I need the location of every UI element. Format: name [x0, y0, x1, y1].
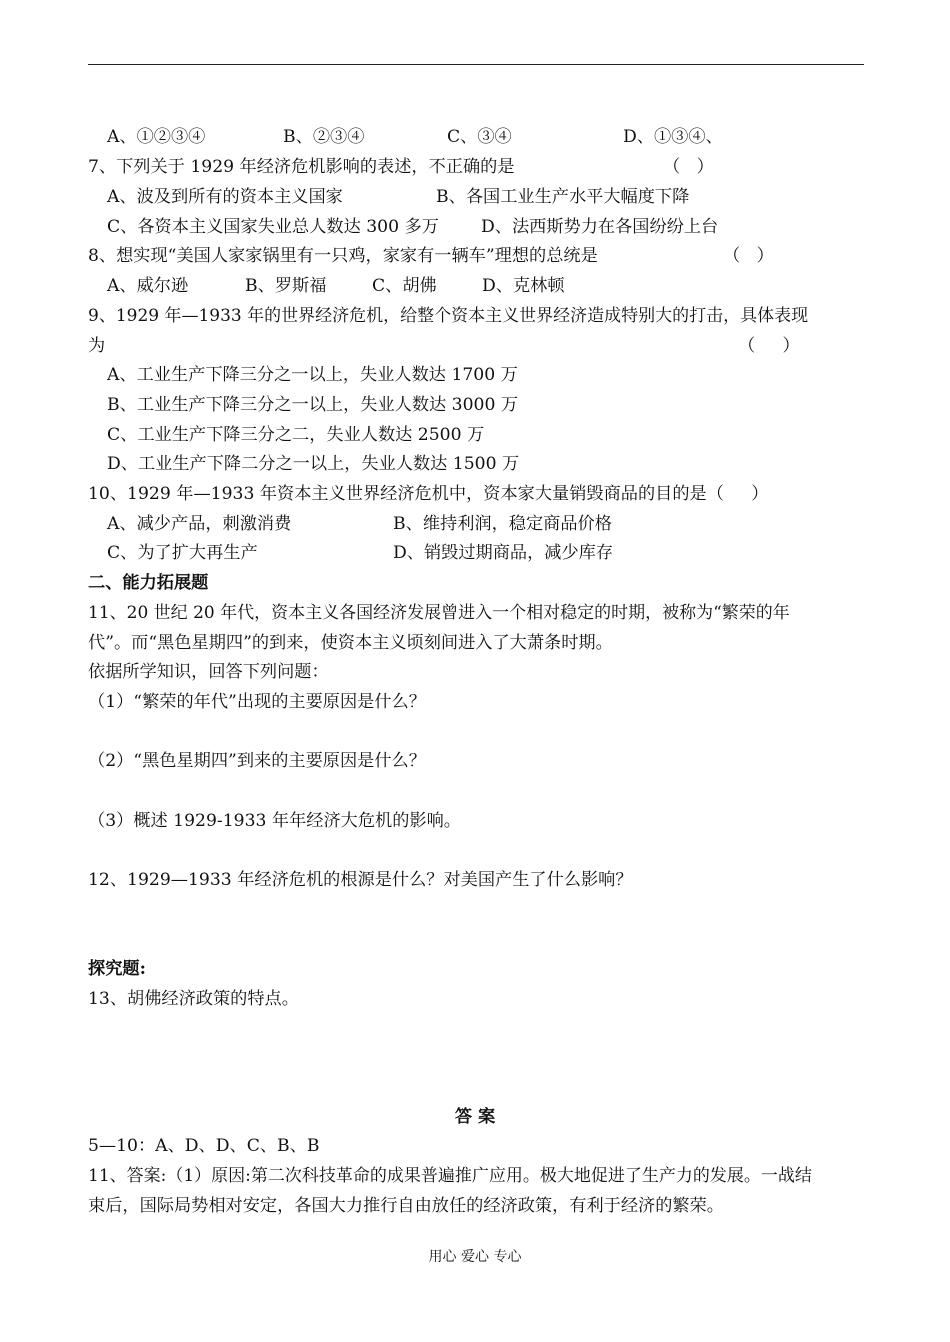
q13: 13、胡佛经济政策的特点。 — [88, 989, 299, 1009]
section2-heading: 二、能力拓展题 — [88, 573, 209, 593]
q6-option-b: B、②③④ — [283, 127, 365, 147]
q11-line3: 依据所学知识，回答下列问题： — [88, 662, 329, 682]
q6-option-d: D、①③④、 — [623, 127, 723, 147]
q8-option-a: A、威尔逊 — [107, 276, 189, 296]
q11-part1: （1）“繁荣的年代”出现的主要原因是什么？ — [88, 692, 426, 712]
q10-option-b: B、维持利润，稳定商品价格 — [393, 514, 612, 534]
q7-option-b: B、各国工业生产水平大幅度下降 — [436, 187, 690, 207]
q9-option-b: B、工业生产下降三分之一以上，失业人数达 3000 万 — [107, 395, 519, 415]
page-footer: 用心 爱心 专心 — [428, 1249, 522, 1265]
q10-stem: 10、1929 年—1933 年资本主义世界经济危机中，资本家大量销毁商品的目的是（ ） — [88, 484, 769, 504]
q6-option-c: C、③④ — [447, 127, 512, 147]
explore-heading: 探究题: — [88, 959, 146, 979]
q7-option-c: C、各资本主义国家失业总人数达 300 多万 — [107, 217, 439, 237]
q9-option-c: C、工业生产下降三分之二，失业人数达 2500 万 — [107, 425, 485, 445]
q8-answer-paren: （ ） — [723, 246, 774, 266]
q7-answer-paren: （ ） — [663, 157, 714, 177]
q8-stem: 8、想实现“美国人家家锅里有一只鸡，家家有一辆车”理想的总统是 — [88, 246, 598, 266]
answer-heading: 答 案 — [454, 1107, 496, 1127]
q12: 12、1929—1933 年经济危机的根源是什么？对美国产生了什么影响？ — [88, 870, 633, 890]
q7-option-d: D、法西斯势力在各国纷纷上台 — [481, 217, 719, 237]
q11-part2: （2）“黑色星期四”到来的主要原因是什么？ — [88, 751, 426, 771]
q7-option-a: A、波及到所有的资本主义国家 — [107, 187, 343, 207]
q9-option-d: D、工业生产下降二分之一以上，失业人数达 1500 万 — [107, 454, 520, 474]
q7-stem: 7、下列关于 1929 年经济危机影响的表述，不正确的是 — [88, 157, 515, 177]
q11-line2: 代”。而“黑色星期四”的到来，使资本主义顷刻间进入了大萧条时期。 — [88, 633, 613, 653]
answer-line2: 11、答案:（1）原因:第二次科技革命的成果普遍推广应用。极大地促进了生产力的发展。一战结 — [88, 1166, 812, 1186]
q8-option-d: D、克林顿 — [482, 276, 565, 296]
q8-option-c: C、胡佛 — [372, 276, 437, 296]
q10-option-a: A、减少产品，刺激消费 — [107, 514, 292, 534]
q9-stem: 9、1929 年—1933 年的世界经济危机，给整个资本主义世界经济造成特别大的打击，具体表现 — [88, 306, 809, 326]
q9-stem-cont: 为 — [88, 336, 106, 356]
answer-line1: 5—10：A、D、D、C、B、B — [88, 1136, 320, 1156]
q11-part3: （3）概述 1929-1933 年年经济大危机的影响。 — [88, 811, 461, 831]
header-rule — [88, 64, 864, 65]
q9-option-a: A、工业生产下降三分之一以上，失业人数达 1700 万 — [107, 365, 518, 385]
q6-option-a: A、①②③④ — [107, 127, 206, 147]
q8-option-b: B、罗斯福 — [245, 276, 327, 296]
q9-answer-paren: （ ） — [738, 336, 800, 356]
q10-option-c: C、为了扩大再生产 — [107, 543, 258, 563]
answer-line3: 束后，国际局势相对安定，各国大力推行自由放任的经济政策，有利于经济的繁荣。 — [88, 1196, 724, 1216]
q10-option-d: D、销毁过期商品，减少库存 — [393, 543, 614, 563]
q11-line1: 11、20 世纪 20 年代，资本主义各国经济发展曾进入一个相对稳定的时期，被称为“繁荣的年 — [88, 603, 790, 623]
